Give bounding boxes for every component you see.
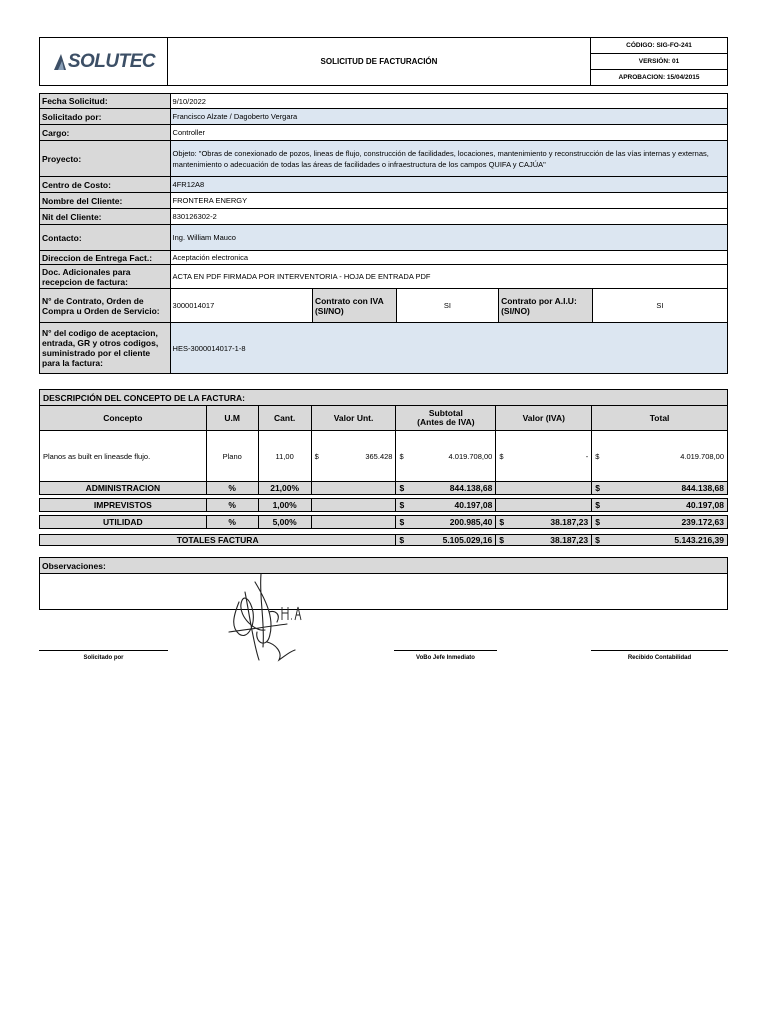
utilidad-label: UTILIDAD [40, 516, 207, 529]
docs-label: Doc. Adicionales para recepcion de factura: [40, 265, 171, 289]
imprevistos-label: IMPREVISTOS [40, 499, 207, 512]
form-title: SOLICITUD DE FACTURACIÓN [168, 38, 591, 86]
admin-pct: 21,00% [258, 482, 311, 495]
request-info-table [39, 93, 728, 374]
item-um: Plano [206, 431, 258, 482]
form-code: CÓDIGO: SIG-FO-241 [591, 38, 728, 54]
form-version: VERSIÓN: 01 [591, 54, 728, 70]
cargo-label: Cargo: [40, 125, 171, 141]
item-cant: 11,00 [258, 431, 311, 482]
utilidad-total: $ 239.172,63 [592, 516, 728, 529]
centro-costo-value: 4FR12A8 [170, 177, 727, 193]
solicitado-value: Francisco Alzate / Dagoberto Vergara [170, 109, 727, 125]
logo-cell [40, 38, 168, 86]
docs-value: ACTA EN PDF FIRMADA POR INTERVENTORIA - HOJA DE ENTRADA PDF [170, 265, 727, 289]
totals-row [39, 534, 728, 546]
admin-iva [496, 482, 592, 495]
imprevistos-pct: 1,00% [258, 499, 311, 512]
cliente-label: Nombre del Cliente: [40, 193, 171, 209]
table-row [40, 499, 728, 512]
codigo-aceptacion-label: N° del codigo de aceptacion, entrada, GR y otros codigos, suministrado por el cliente para la factura: [40, 323, 171, 374]
cargo-value: Controller [170, 125, 727, 141]
solutec-logo [40, 38, 167, 85]
observations-table [39, 557, 728, 610]
sig-label-recibido: Recibido Contabilidad [627, 655, 692, 661]
col-um: U.M [206, 406, 258, 431]
col-valor-unt: Valor Unt. [311, 406, 396, 431]
iva-value: SI [396, 289, 498, 323]
sig-line-vobo [394, 650, 497, 651]
col-total: Total [592, 406, 728, 431]
concept-section-title: DESCRIPCIÓN DEL CONCEPTO DE LA FACTURA: [40, 390, 728, 406]
sig-line-recibido [591, 650, 728, 651]
admin-subtotal: $ 844.138,68 [396, 482, 496, 495]
sig-label-vobo: VoBo Jefe Inmediato [416, 655, 475, 661]
item-iva: $ - [496, 431, 592, 482]
item-valor-unt: $ 365.428 [311, 431, 396, 482]
contrato-value: 3000014017 [170, 289, 312, 323]
contacto-label: Contacto: [40, 225, 171, 251]
table-row [40, 482, 728, 495]
concept-header-row [40, 406, 728, 431]
totals-total: $ 5.143.216,39 [592, 535, 728, 546]
contrato-label: N° de Contrato, Orden de Compra u Orden de Servicio: [40, 289, 171, 323]
col-cant: Cant. [258, 406, 311, 431]
concept-table [39, 389, 728, 529]
centro-costo-label: Centro de Costo: [40, 177, 171, 193]
col-concepto: Concepto [40, 406, 207, 431]
nit-label: Nit del Cliente: [40, 209, 171, 225]
logo-text: SOLUTEC [67, 50, 156, 72]
imprevistos-um: % [206, 499, 258, 512]
fecha-label: Fecha Solicitud: [40, 94, 171, 109]
sig-label-solicitado: Solicitado por [83, 655, 124, 661]
totals-label: TOTALES FACTURA [40, 535, 396, 546]
direccion-label: Direccion de Entrega Fact.: [40, 251, 171, 265]
totals-iva: $ 38.187,23 [496, 535, 592, 546]
table-row [40, 431, 728, 482]
imprevistos-total: $ 40.197,08 [592, 499, 728, 512]
observations-body [40, 574, 728, 610]
aiu-value: SI [592, 289, 727, 323]
iva-label: Contrato con IVA (SI/NO) [312, 289, 396, 323]
cliente-value: FRONTERA ENERGY [170, 193, 727, 209]
col-iva: Valor (IVA) [496, 406, 592, 431]
admin-label: ADMINISTRACION [40, 482, 207, 495]
solicitado-label: Solicitado por: [40, 109, 171, 125]
document-header [39, 37, 728, 86]
direccion-value: Aceptación electronica [170, 251, 727, 265]
sig-line-solicitado [39, 650, 168, 651]
item-subtotal: $ 4.019.708,00 [396, 431, 496, 482]
aiu-label: Contrato por A.I.U: (SI/NO) [499, 289, 593, 323]
fecha-value: 9/10/2022 [170, 94, 727, 109]
proyecto-label: Proyecto: [40, 141, 171, 177]
imprevistos-iva [496, 499, 592, 512]
contacto-value: Ing. William Mauco [170, 225, 727, 251]
item-total: $ 4.019.708,00 [592, 431, 728, 482]
handwritten-signature [225, 572, 315, 664]
admin-um: % [206, 482, 258, 495]
observations-label: Observaciones: [40, 558, 728, 574]
codigo-aceptacion-value: HES-3000014017-1-8 [170, 323, 727, 374]
utilidad-subtotal: $ 200.985,40 [396, 516, 496, 529]
logo-mark-icon [52, 53, 68, 71]
utilidad-pct: 5,00% [258, 516, 311, 529]
col-subtotal: Subtotal (Antes de IVA) [396, 406, 496, 431]
proyecto-value: Objeto: "Obras de conexionado de pozos, lineas de flujo, construcción de facilidades, locaciones, mantenimiento y reconstrucción de las vías internas y externas, mantenimiento o adecuación de todas las áreas de facilidades o infraestructura de los campos QUIFA y CAJÚA" [170, 141, 727, 177]
item-concepto: Planos as built en lineasde flujo. [40, 431, 207, 482]
utilidad-um: % [206, 516, 258, 529]
totals-subtotal: $ 5.105.029,16 [396, 535, 496, 546]
nit-value: 830126302-2 [170, 209, 727, 225]
form-approval: APROBACION: 15/04/2015 [591, 70, 728, 86]
imprevistos-subtotal: $ 40.197,08 [396, 499, 496, 512]
table-row [40, 516, 728, 529]
admin-total: $ 844.138,68 [592, 482, 728, 495]
utilidad-iva: $ 38.187,23 [496, 516, 592, 529]
